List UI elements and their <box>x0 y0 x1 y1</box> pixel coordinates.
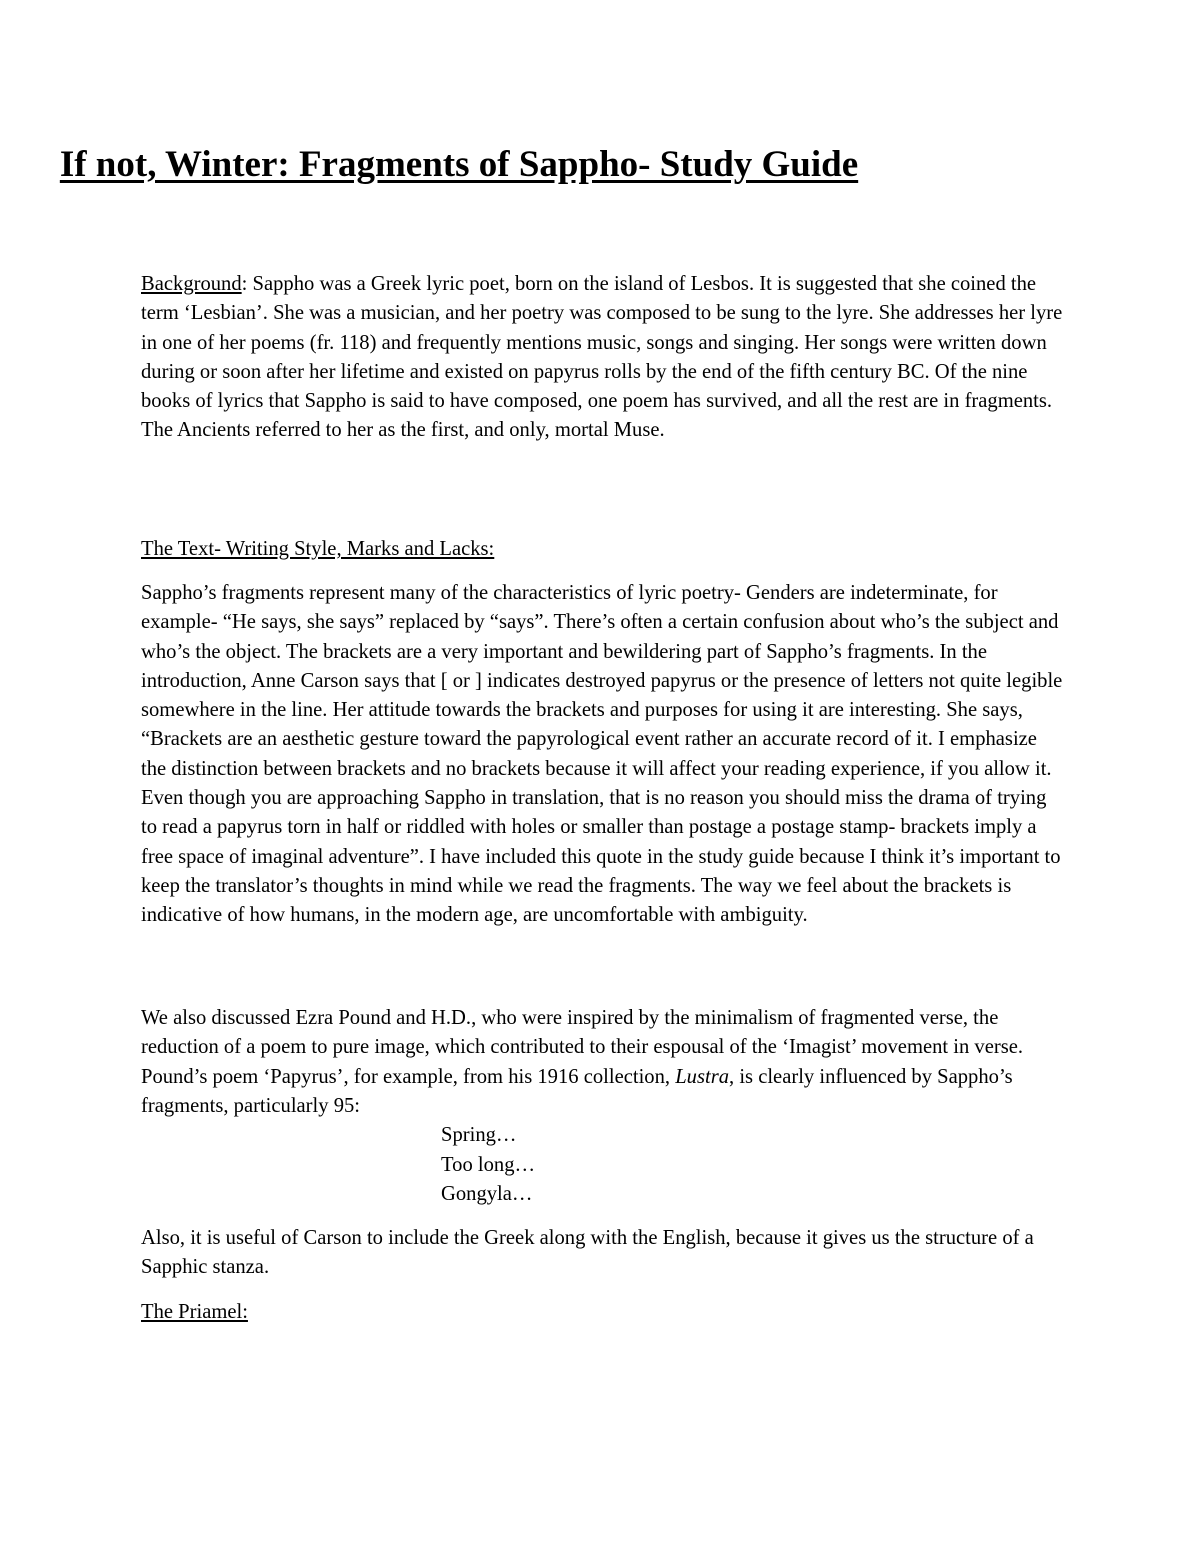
text-section-paragraph-3-wrap <box>141 1224 1066 1283</box>
poem-line: Spring… <box>441 1124 517 1146</box>
priamel-section <box>141 1298 1066 1327</box>
text-section-paragraph-1: Sappho’s fragments represent many of the characteristics of lyric poetry- Genders are indeterminate, for example- “He says, she says” replaced by “says”. There’s often a certain confusion about who’s the subject and who’s the object. The brackets are a very important and bewildering part of Sappho’s fragments. In the introduction, Anne Carson says that [ or ] indicates destroyed papyrus or the presence of letters not quite legible somewhere in the line. Her attitude towards the brackets and purposes for using it are interesting. She says, “Brackets are an aesthetic gesture toward the papyrological event rather an accurate record of it. I emphasize the distinction between brackets and no brackets because it will affect your reading experience, if you allow it. Even though you are approaching Sappho in translation, that is no reason you should miss the drama of trying to read a papyrus torn in half or riddled with holes or smaller than postage a postage stamp- brackets imply a free space of imaginal adventure”. I have included this quote in the study guide because I think it’s important to keep the translator’s thoughts in mind while we read the fragments. The way we feel about the brackets is indicative of how humans, in the modern age, are uncomfortable with ambiguity. <box>141 582 1063 927</box>
document-title: If not, Winter: Fragments of Sappho- Study Guide <box>59 144 859 185</box>
text-section <box>141 535 1066 564</box>
lustra-title: Lustra <box>675 1065 730 1088</box>
background-paragraph <box>141 270 1066 446</box>
text-section-paragraph-3: Also, it is useful of Carson to include the Greek along with the English, because it gives us the structure of a Sapphic stanza. <box>141 1227 1034 1279</box>
background-label: Background <box>141 273 242 295</box>
text-section-heading: The Text- Writing Style, Marks and Lacks: <box>141 538 495 560</box>
background-text: : Sappho was a Greek lyric poet, born on the island of Lesbos. It is suggested that she coined the term ‘Lesbian’. She was a musician, and her poetry was composed to be sung to the lyre. She addresses her lyre in one of her poems (fr. 118) and frequently mentions music, songs and singing. Her songs were written down during or soon after her lifetime and existed on papyrus rolls by the end of the fifth century BC. Of the nine books of lyrics that Sappho is said to have composed, one poem has survived, and all the rest are in fragments. The Ancients referred to her as the first, and only, mortal Muse. <box>141 273 1063 442</box>
poem-line: Too long… <box>441 1154 536 1176</box>
paragraph-2-after: , is clearly influenced by Sappho’s fragments, particularly 95: <box>141 1065 1013 1117</box>
text-section-paragraph-2 <box>141 1004 1066 1121</box>
background-section <box>141 270 1066 446</box>
priamel-heading: The Priamel: <box>141 1301 248 1323</box>
poem-line: Gongyla… <box>441 1183 533 1205</box>
text-section-paragraph-1-wrap <box>141 579 1066 931</box>
text-section-paragraph-2-wrap <box>141 1004 1066 1121</box>
paragraph-2-before: We also discussed Ezra Pound and H.D., who were inspired by the minimalism of fragmented verse, the reduction of a poem to pure image, which contributed to their espousal of the ‘Imagist’ movement in verse. Pound’s poem ‘Papyrus’, for example, from his 1916 collection, <box>141 1007 1024 1088</box>
